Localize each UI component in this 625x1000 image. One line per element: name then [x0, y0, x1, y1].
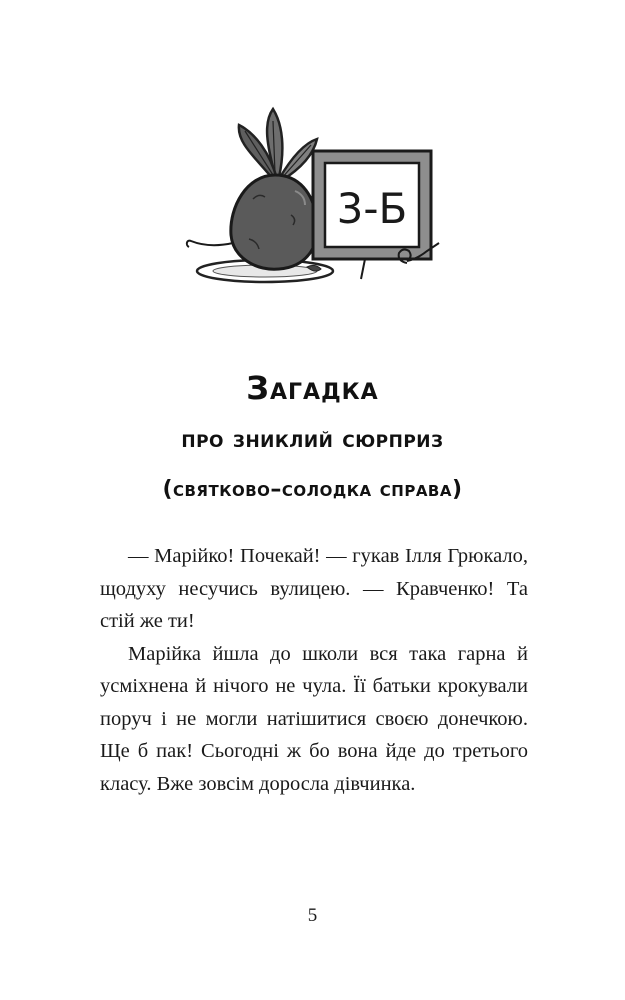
paragraph: Марійка йшла до школи вся така гарна й усміхнена й нічого не чула. Її батьки крокували поруч і не могли натішитися своєю донечкою. Ще б пак! Сьогодні ж бо вона йде до третього класу. Вже зовсім доросла дівчинка. [100, 642, 528, 795]
chapter-illustration [175, 95, 460, 295]
paragraph: — Марійко! Почекай! — гукав Ілля Грюкало, щодуху несучись вулицею. — Кравченко! Та стій же ти! [100, 545, 528, 632]
beet-with-chalkboard-icon [175, 95, 460, 295]
chapter-subtitle: про зниклий сюрприз [181, 425, 444, 453]
chapter-note: (святково–солодка справа) [162, 477, 463, 502]
chapter-heading [0, 368, 625, 508]
page-number: 5 [307, 905, 318, 926]
body-text [100, 540, 528, 800]
chapter-title: Загадка [246, 369, 379, 407]
board-label: 3-Б [336, 184, 408, 233]
